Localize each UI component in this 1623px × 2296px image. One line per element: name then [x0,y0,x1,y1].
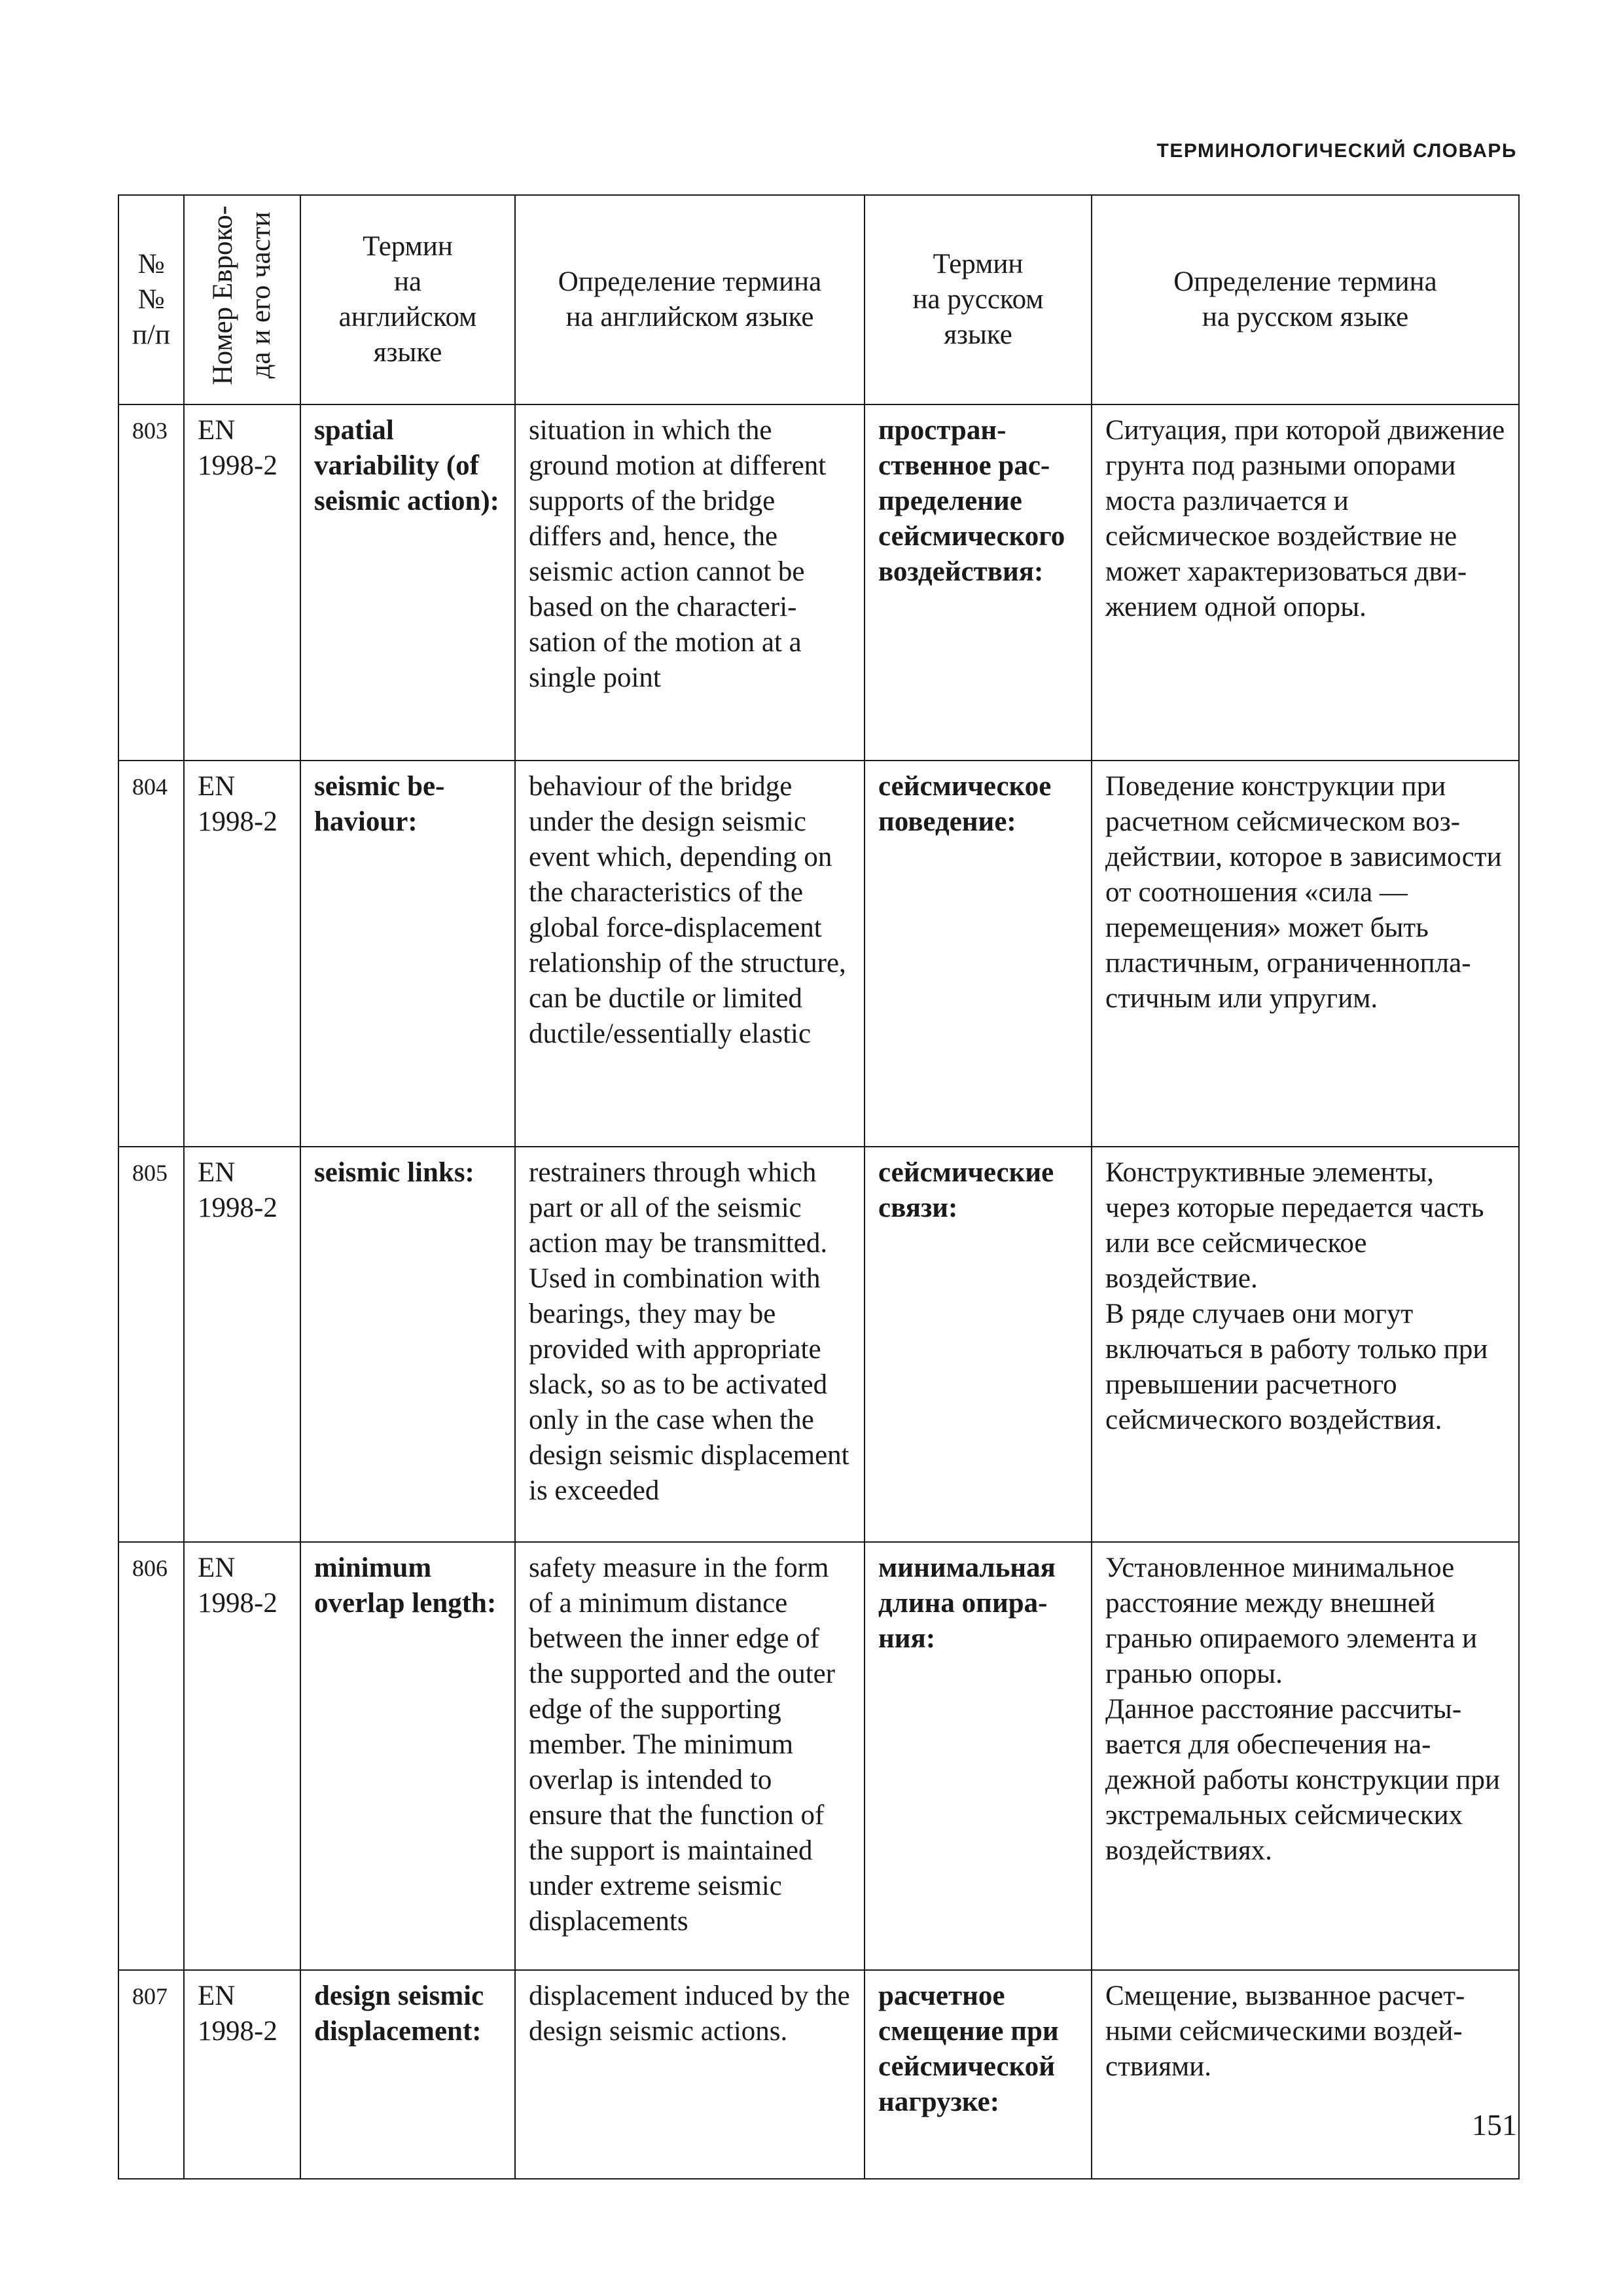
header-eurocode: Номер Евроко- да и его части [184,195,300,404]
row-number: 805 [118,1147,184,1542]
term-ru: расчетное смещение при сейсмической нагрузке: [865,1970,1092,2179]
header-row [118,195,1519,404]
eurocode-ref: EN 1998-2 [184,1542,300,1970]
table-row [118,1542,1519,1970]
header-def-en: Определение термина на английском языке [515,195,865,404]
term-en: seismic links: [300,1147,515,1542]
definition-ru: Установленное минимальное расстояние между внешней гранью опираемого элемента и гранью опоры. Данное расстояние рассчитывается для обеспечения надежной работы конструкции при экстремальных сейсмических воздействиях. [1092,1542,1519,1970]
term-en: seismic behaviour: [300,761,515,1147]
term-ru: сейсмические связи: [865,1147,1092,1542]
definition-ru: Поведение конструкции при расчетном сейсмическом воздействии, которое в зависимости от соотношения «сила — перемещения» может быть пластичным, ограниченнопластичным или упругим. [1092,761,1519,1147]
row-number: 806 [118,1542,184,1970]
header-def-ru: Определение термина на русском языке [1092,195,1519,404]
table-row [118,404,1519,761]
eurocode-ref: EN 1998-2 [184,1970,300,2179]
row-number: 807 [118,1970,184,2179]
term-en: spatial variability (of seismic action): [300,404,515,761]
definition-en: displacement induced by the design seismic actions. [515,1970,865,2179]
definition-ru: Ситуация, при которой движение грунта под разными опорами моста различается и сейсмическое воздействие не может характеризоваться движением одной опоры. [1092,404,1519,761]
running-head: ТЕРМИНОЛОГИЧЕСКИЙ СЛОВАРЬ [1156,140,1517,162]
eurocode-ref: EN 1998-2 [184,404,300,761]
definition-en: safety measure in the form of a minimum distance between the inner edge of the supported and the outer edge of the supporting member. The minimum overlap is intended to ensure that the function of the support is maintained under extreme seismic displacements [515,1542,865,1970]
definition-ru: Смещение, вызванное расчетными сейсмическими воздействиями. [1092,1970,1519,2179]
term-en: design seismic displacement: [300,1970,515,2179]
row-number: 803 [118,404,184,761]
term-ru: сейсмическое поведение: [865,761,1092,1147]
page-number: 151 [1472,2108,1517,2142]
table-row [118,1147,1519,1542]
header-term-ru: Термин на русском языке [865,195,1092,404]
glossary-table [118,194,1520,2179]
definition-en: behaviour of the bridge under the design seismic event which, depending on the characteristics of the global force-displacement relationship of the structure, can be ductile or limited ductile/essentially elastic [515,761,865,1147]
eurocode-ref: EN 1998-2 [184,761,300,1147]
definition-en: restrainers through which part or all of the seismic action may be transmitted. Used in combination with bearings, they may be provided with appropriate slack, so as to be activated only in the case when the design seismic displacement is exceeded [515,1147,865,1542]
row-number: 804 [118,761,184,1147]
header-term-en: Термин на английском языке [300,195,515,404]
eurocode-ref: EN 1998-2 [184,1147,300,1542]
definition-ru: Конструктивные элементы, через которые передается часть или все сейсмическое воздействие. В ряде случаев они могут включаться в работу только при превышении расчетного сейсмического воздействия. [1092,1147,1519,1542]
definition-en: situation in which the ground motion at different supports of the bridge differs and, hence, the seismic action cannot be based on the characterisation of the motion at a single point [515,404,865,761]
table-row [118,1970,1519,2179]
term-en: minimum overlap length: [300,1542,515,1970]
table-row [118,761,1519,1147]
term-ru: минимальная длина опирания: [865,1542,1092,1970]
term-ru: пространственное распределение сейсмического воздействия: [865,404,1092,761]
header-num: №№ п/п [118,195,184,404]
